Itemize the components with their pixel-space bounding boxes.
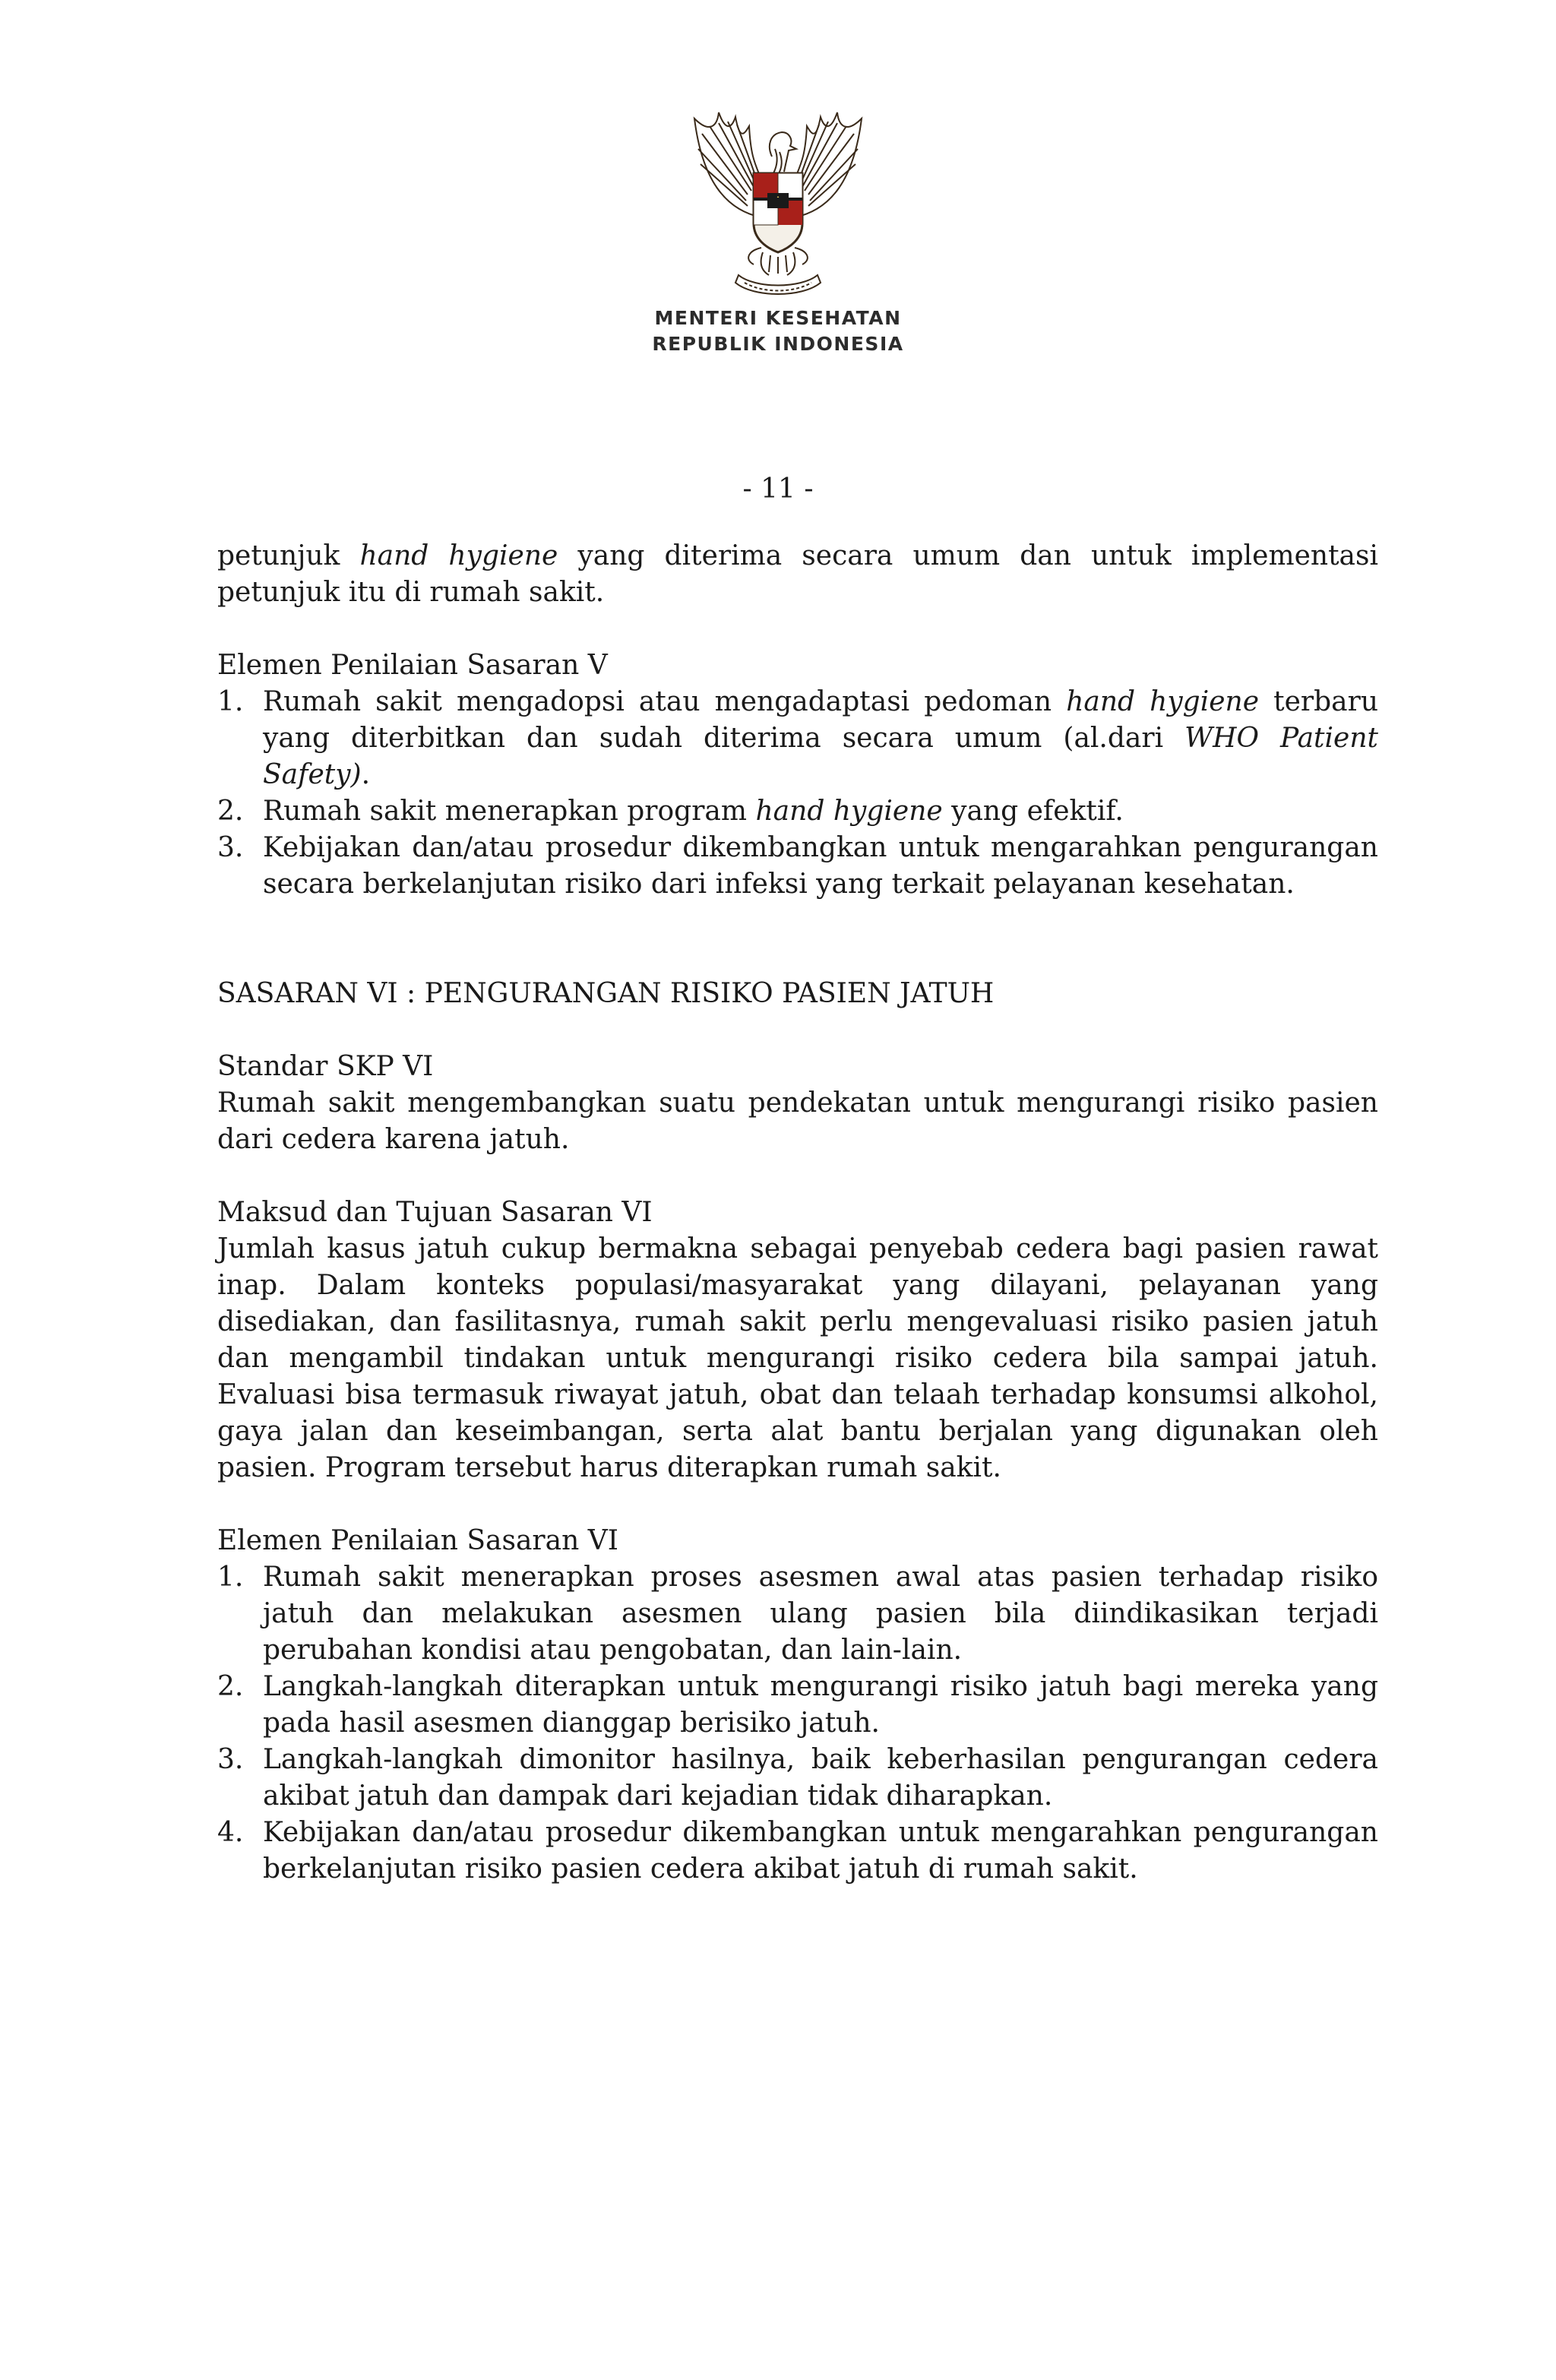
elemen-vi-heading: Elemen Penilaian Sasaran VI xyxy=(217,1525,618,1556)
list-item: 3. Langkah-langkah dimonitor hasilnya, baik keberhasilan pengurangan cedera akibat jatuh dan dampak dari kejadian tidak diharapkan. xyxy=(217,1744,1378,1812)
maksud-heading: Maksud dan Tujuan Sasaran VI xyxy=(217,1197,653,1228)
section-title: SASARAN VI : PENGURANGAN RISIKO PASIEN JATUH xyxy=(217,978,995,1009)
standar-heading: Standar SKP VI xyxy=(217,1051,434,1082)
elemen-v-heading: Elemen Penilaian Sasaran V xyxy=(217,650,608,681)
document-body xyxy=(217,538,1378,1888)
list-item: 1. Rumah sakit mengadopsi atau mengadaptasi pedoman hand hygiene terbaru yang diterbitkan dan sudah diterima secara umum (al.dari WHO Patient Safety). xyxy=(217,686,1379,790)
page-number: - 11 - xyxy=(742,473,814,505)
garuda-pancasila-emblem-icon xyxy=(672,103,884,299)
list-item: 3. Kebijakan dan/atau prosedur dikembangkan untuk mengarahkan pengurangan secara berkelanjutan risiko dari infeksi yang terkait pelayanan kesehatan. xyxy=(217,832,1378,900)
list-item: 4. Kebijakan dan/atau prosedur dikembangkan untuk mengarahkan pengurangan berkelanjutan risiko pasien cedera akibat jatuh di rumah sakit. xyxy=(217,1817,1378,1885)
list-item: 2. Rumah sakit menerapkan program hand hygiene yang efektif. xyxy=(217,796,1124,827)
list-item: 2. Langkah-langkah diterapkan untuk mengurangi risiko jatuh bagi mereka yang pada hasil asesmen dianggap berisiko jatuh. xyxy=(217,1671,1378,1739)
list-item: 1. Rumah sakit menerapkan proses asesmen awal atas pasien terhadap risiko jatuh dan melakukan asesmen ulang pasien bila diindikasikan terjadi perubahan kondisi atau pengobatan, dan lain-lain. xyxy=(217,1562,1378,1666)
intro-paragraph: petunjuk hand hygiene yang diterima secara umum dan untuk implementasi petunjuk itu di rumah sakit. xyxy=(217,540,1378,608)
letterhead-subtitle: REPUBLIK INDONESIA xyxy=(652,333,904,355)
elemen-v-list xyxy=(217,684,1378,903)
elemen-vi-list xyxy=(217,1559,1378,1888)
letterhead-title: MENTERI KESEHATAN xyxy=(654,307,902,329)
standar-text: Rumah sakit mengembangkan suatu pendekatan untuk mengurangi risiko pasien dari cedera karena jatuh. xyxy=(217,1087,1378,1155)
maksud-text: Jumlah kasus jatuh cukup bermakna sebagai penyebab cedera bagi pasien rawat inap. Dalam konteks populasi/masyarakat yang dilayani, pelayanan yang disediakan, dan fasilitasnya, rumah sakit perlu mengevaluasi risiko pasien jatuh dan mengambil tindakan untuk mengurangi risiko cedera bila sampai jatuh. Evaluasi bisa termasuk riwayat jatuh, obat dan telaah terhadap konsumsi alkohol, gaya jalan dan keseimbangan, serta alat bantu berjalan yang digunakan oleh pasien. Program tersebut harus diterapkan rumah sakit. xyxy=(217,1233,1378,1483)
